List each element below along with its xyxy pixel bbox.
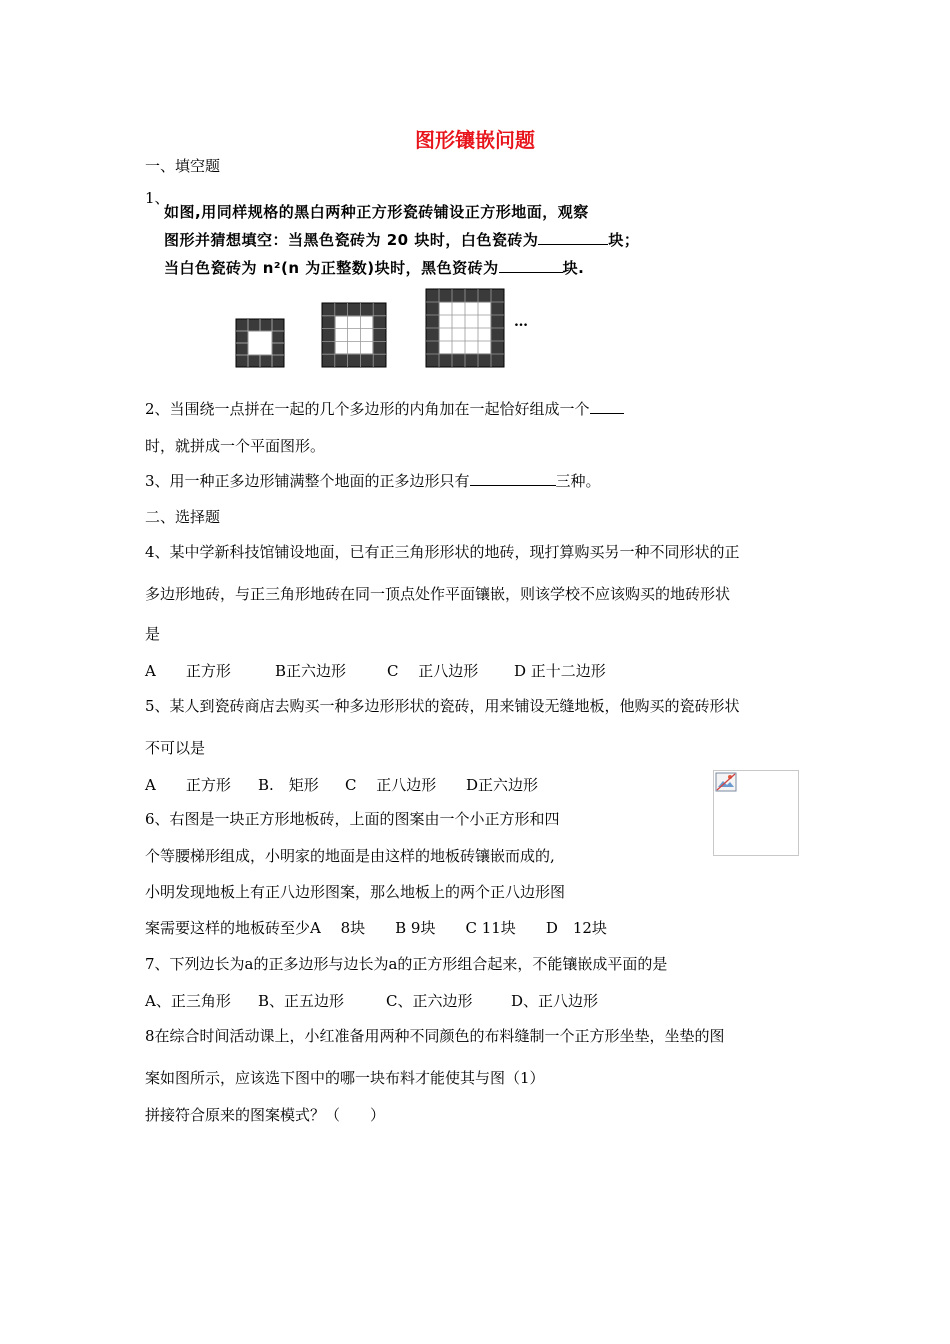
q4-option-c: C 正八边形 xyxy=(387,662,479,680)
q1-line-3 xyxy=(164,257,584,278)
section-heading-multiple-choice: 二、选择题 xyxy=(145,508,221,526)
q7-option-c: C、正六边形 xyxy=(386,992,473,1010)
tile-figure-3 xyxy=(426,289,504,367)
q1-line-2-tail: 块； xyxy=(608,231,640,249)
q4-line-3: 是 xyxy=(145,625,161,643)
q4-option-d: D 正十二边形 xyxy=(514,662,606,680)
q1-answer-blank-2 xyxy=(499,258,563,273)
q4-line-2: 多边形地砖，与正三角形地砖在同一顶点处作平面镶嵌，则该学校不应该购买的地砖形状 xyxy=(145,585,731,603)
q2-line-1-text: 2、当围绕一点拼在一起的几个多边形的内角加在一起恰好组成一个 xyxy=(145,400,590,418)
q3-line xyxy=(145,471,601,491)
q1-line-1: 如图,用同样规格的黑白两种正方形瓷砖铺设正方形地面，观察 xyxy=(164,203,589,221)
q5-option-b: B. 矩形 xyxy=(258,776,319,794)
q6-line-2: 个等腰梯形组成，小明家的地面是由这样的地板砖镶嵌而成的, xyxy=(145,847,555,865)
q1-line-2-text: 图形并猜想填空：当黑色瓷砖为 20 块时，白色瓷砖为 xyxy=(164,231,539,249)
q5-line-1: 5、某人到瓷砖商店去购买一种多边形形状的瓷砖，用来铺设无缝地板，他购买的瓷砖形状 xyxy=(145,697,740,715)
q1-line-3-text: 当白色瓷砖为 n²(n 为正整数)块时，黑色资砖为 xyxy=(164,259,499,277)
q6-line-1: 6、右图是一块正方形地板砖，上面的图案由一个小正方形和四 xyxy=(145,810,560,828)
q3-answer-blank xyxy=(470,471,556,486)
q6-line-4: 案需要这样的地板砖至少A 8块 B 9块 C 11块 D 12块 xyxy=(145,919,607,937)
q1-answer-blank-1 xyxy=(538,230,608,245)
tile-pattern-figure xyxy=(230,285,520,375)
q5-line-2: 不可以是 xyxy=(145,739,206,757)
floor-tile-image xyxy=(713,770,799,856)
q7-option-d: D、正八边形 xyxy=(511,992,599,1010)
q4-line-1: 4、某中学新科技馆铺设地面，已有正三角形形状的地砖，现打算购买另一种不同形状的正 xyxy=(145,543,740,561)
q8-line-3: 拼接符合原来的图案模式？（ ） xyxy=(145,1106,386,1124)
q2-line-1 xyxy=(145,399,624,419)
q2-answer-blank xyxy=(590,399,624,414)
page-title: 图形镶嵌问题 xyxy=(415,128,535,152)
q3-tail: 三种。 xyxy=(555,472,601,490)
q3-text: 3、用一种正多边形铺满整个地面的正多边形只有 xyxy=(145,472,470,490)
q5-option-c: C 正八边形 xyxy=(345,776,437,794)
broken-image-icon xyxy=(715,772,737,792)
q1-line-3-tail: 块. xyxy=(562,259,585,277)
q8-line-1: 8在综合时间活动课上，小红准备用两种不同颜色的布料缝制一个正方形坐垫，坐垫的图 xyxy=(145,1027,725,1045)
q1-line-2 xyxy=(164,229,639,250)
tile-figure-1 xyxy=(236,319,284,367)
q7-option-b: B、正五边形 xyxy=(258,992,345,1010)
q7-option-a: A、正三角形 xyxy=(145,992,231,1010)
tile-figure-2 xyxy=(322,303,386,367)
q8-line-2: 案如图所示，应该选下图中的哪一块布料才能使其与图（1） xyxy=(145,1069,545,1087)
figure-ellipsis: … xyxy=(514,314,528,330)
q6-line-3: 小明发现地板上有正八边形图案，那么地板上的两个正八边形图 xyxy=(145,883,566,901)
q7-line-1: 7、下列边长为a的正多边形与边长为a的正方形组合起来，不能镶嵌成平面的是 xyxy=(145,955,668,973)
q5-option-d: D正六边形 xyxy=(466,776,539,794)
q5-option-a: A 正方形 xyxy=(145,776,231,794)
q4-option-b: B正六边形 xyxy=(275,662,347,680)
q2-line-2: 时，就拼成一个平面图形。 xyxy=(145,437,326,455)
q4-option-a: A 正方形 xyxy=(145,662,231,680)
section-heading-fill-blank: 一、填空题 xyxy=(145,157,221,175)
q1-number: 1、 xyxy=(145,189,170,207)
